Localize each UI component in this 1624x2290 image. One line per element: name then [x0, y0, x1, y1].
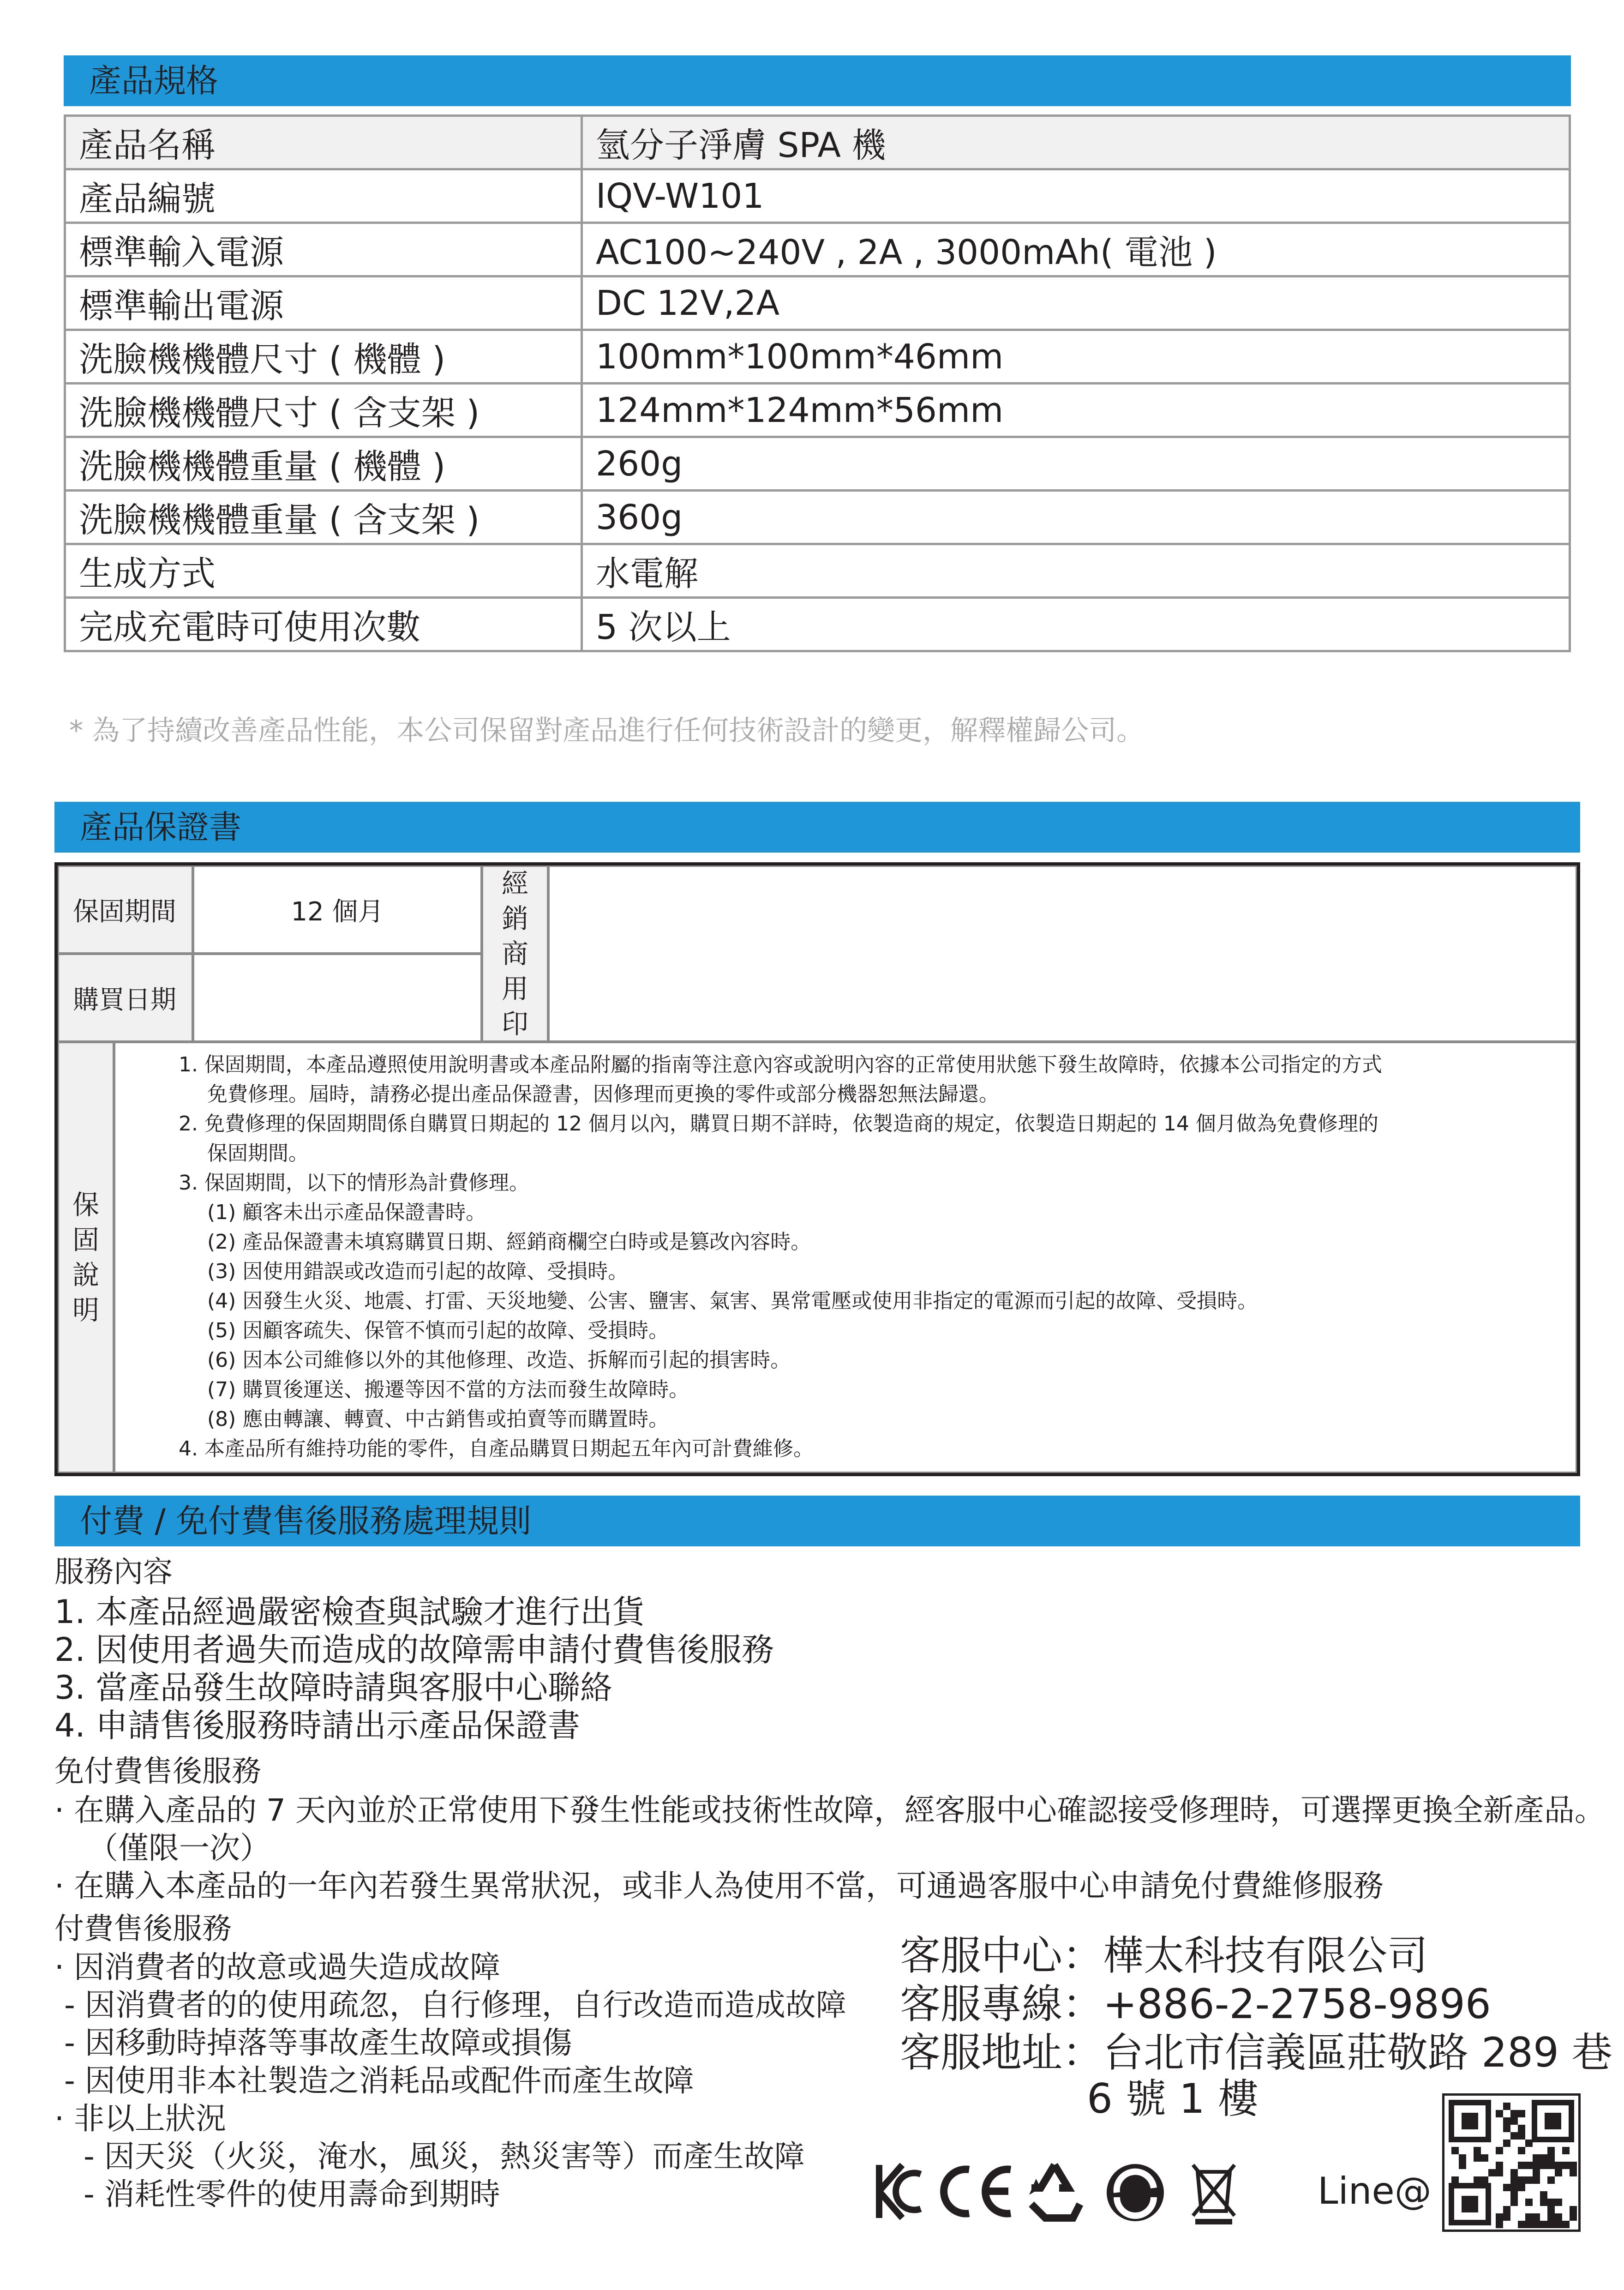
service-list-item: - 消耗性零件的使用壽命到期時	[54, 2176, 500, 2212]
spec-label: 洗臉機機體尺寸 ( 含支架 )	[65, 384, 582, 437]
weee-bin-icon	[1188, 2158, 1239, 2227]
spec-value: AC100~240V , 2A , 3000mAh( 電池 )	[582, 223, 1570, 276]
contact-center: 客服中心：樺太科技有限公司	[900, 1932, 1428, 1979]
warranty-section-title: 產品保證書	[54, 802, 1580, 853]
service-section-title: 付費 / 免付費售後服務處理規則	[54, 1496, 1580, 1546]
service-content-heading: 服務內容	[54, 1555, 173, 1589]
warranty-term: (7) 購買後運送、搬遷等因不當的方法而發生故障時。	[207, 1378, 689, 1401]
spec-label: 生成方式	[65, 544, 582, 598]
spec-row	[65, 598, 1570, 651]
service-list-item: · 因消費者的故意或過失造成故障	[54, 1949, 500, 1985]
warranty-term: 1. 保固期間，本產品遵照使用說明書或本產品附屬的指南等注意內容或說明內容的正常使用狀態下發生故障時，依據本公司指定的方式	[179, 1053, 1382, 1076]
dealer-stamp-area	[548, 866, 1577, 1042]
vertical-char: 明	[72, 1294, 99, 1326]
spec-row	[65, 544, 1570, 598]
dealer-stamp-label	[482, 866, 548, 1042]
warranty-period-value: 12 個月	[193, 866, 482, 954]
warranty-explanation-label	[58, 1042, 114, 1473]
service-list-item: - 因消費者的的使用疏忽，自行修理，自行改造而造成故障	[54, 1987, 846, 2023]
service-list-item: · 在購入產品的 7 天內並於正常使用下發生性能或技術性故障，經客服中心確認接受修理時，可選擇更換全新產品。	[54, 1792, 1605, 1828]
purchase-date-label: 購買日期	[58, 954, 193, 1042]
warranty-terms	[179, 1050, 1577, 1464]
service-list-item: 2. 因使用者過失而造成的故障需申請付費售後服務	[54, 1631, 774, 1669]
warranty-period-label: 保固期間	[58, 866, 193, 954]
service-list-item: · 非以上狀況	[54, 2101, 226, 2136]
spec-label: 洗臉機機體尺寸 ( 機體 )	[65, 330, 582, 384]
service-list-item: （僅限一次）	[88, 1830, 270, 1866]
spec-value: IQV-W101	[582, 169, 1570, 223]
warranty-term: 免費修理。屆時，請務必提出產品保證書，因修理而更換的零件或部分機器恕無法歸還。	[207, 1082, 999, 1106]
spec-row	[65, 437, 1570, 491]
ce-mark-icon	[937, 2160, 1015, 2223]
warranty-term: (2) 產品保證書未填寫購買日期、經銷商欄空白時或是篡改內容時。	[207, 1230, 811, 1254]
vertical-char: 印	[501, 1008, 528, 1040]
service-list-item: 4. 申請售後服務時請出示產品保證書	[54, 1707, 581, 1744]
warranty-term: (6) 因本公司維修以外的其他修理、改造、拆解而引起的損害時。	[207, 1348, 791, 1372]
spec-value: 260g	[582, 437, 1570, 491]
warranty-term: (3) 因使用錯誤或改造而引起的故障、受損時。	[207, 1260, 629, 1283]
green-dot-icon	[1103, 2160, 1168, 2225]
warranty-term: (4) 因發生火災、地震、打雷、天災地變、公害、鹽害、氣害、異常電壓或使用非指定的電源而引起的故障、受損時。	[207, 1289, 1258, 1313]
vertical-char: 保	[72, 1189, 99, 1220]
spec-value: DC 12V,2A	[582, 276, 1570, 330]
spec-row	[65, 223, 1570, 276]
spec-value: 5 次以上	[582, 598, 1570, 651]
contact-address: 客服地址：台北市信義區莊敬路 289 巷	[900, 2029, 1612, 2076]
spec-table	[64, 114, 1571, 652]
free-service-heading: 免付費售後服務	[54, 1755, 261, 1789]
vertical-char: 用	[501, 973, 528, 1004]
paid-service-heading: 付費售後服務	[54, 1912, 232, 1946]
warranty-term: (5) 因顧客疏失、保管不慎而引起的故障、受損時。	[207, 1319, 669, 1342]
kc-mark-icon	[875, 2160, 925, 2223]
contact-address-line2: 6 號 1 樓	[1087, 2075, 1258, 2122]
vertical-char: 固	[72, 1224, 99, 1256]
spec-value: 水電解	[582, 544, 1570, 598]
vertical-char: 銷	[501, 903, 528, 934]
service-list-item: 1. 本產品經過嚴密檢查與試驗才進行出貨	[54, 1593, 645, 1631]
spec-row	[65, 116, 1570, 169]
service-list-item: - 因天災（火災，淹水，風災，熱災害等）而產生故障	[54, 2139, 805, 2174]
warranty-term: 2. 免費修理的保固期間係自購買日期起的 12 個月以內，購買日期不詳時，依製造商的規定，依製造日期起的 14 個月做為免費修理的	[179, 1112, 1378, 1136]
service-list-item: 3. 當產品發生故障時請與客服中心聯絡	[54, 1669, 613, 1707]
spec-label: 標準輸出電源	[65, 276, 582, 330]
spec-value: 100mm*100mm*46mm	[582, 330, 1570, 384]
spec-label: 產品編號	[65, 169, 582, 223]
warranty-term: 3. 保固期間，以下的情形為計費修理。	[179, 1171, 529, 1195]
spec-value: 氫分子淨膚 SPA 機	[582, 116, 1570, 169]
warranty-term: 保固期間。	[207, 1142, 309, 1165]
spec-label: 洗臉機機體重量 ( 含支架 )	[65, 491, 582, 544]
spec-row	[65, 276, 1570, 330]
warranty-term: (1) 顧客未出示產品保證書時。	[207, 1201, 486, 1224]
recycle-icon	[1022, 2160, 1087, 2223]
warranty-term: (8) 應由轉讓、轉賣、中古銷售或拍賣等而購置時。	[207, 1407, 669, 1431]
service-list-item: · 在購入本產品的一年內若發生異常狀況，或非人為使用不當，可通過客服中心申請免付費維修服務	[54, 1868, 1384, 1904]
line-label: Line@	[1318, 2170, 1432, 2212]
spec-label: 產品名稱	[65, 116, 582, 169]
purchase-date-field	[193, 954, 482, 1042]
warranty-term: 4. 本產品所有維持功能的零件，自產品購買日期起五年內可計費維修。	[179, 1437, 814, 1461]
spec-row	[65, 169, 1570, 223]
spec-note: * 為了持續改善產品性能，本公司保留對產品進行任何技術設計的變更，解釋權歸公司。	[69, 715, 1145, 747]
spec-value: 360g	[582, 491, 1570, 544]
vertical-char: 經	[501, 868, 528, 899]
spec-label: 洗臉機機體重量 ( 機體 )	[65, 437, 582, 491]
spec-section-title: 產品規格	[64, 55, 1571, 106]
vertical-char: 商	[501, 938, 528, 969]
vertical-char: 說	[72, 1259, 99, 1291]
spec-row	[65, 330, 1570, 384]
service-list-item: - 因移動時掉落等事故產生故障或損傷	[54, 2025, 572, 2061]
spec-row	[65, 384, 1570, 437]
spec-value: 124mm*124mm*56mm	[582, 384, 1570, 437]
warranty-card	[54, 862, 1580, 1476]
spec-label: 標準輸入電源	[65, 223, 582, 276]
qr-code[interactable]	[1442, 2093, 1581, 2232]
spec-row	[65, 491, 1570, 544]
contact-phone: 客服專線：+886-2-2758-9896	[900, 1980, 1491, 2028]
spec-label: 完成充電時可使用次數	[65, 598, 582, 651]
service-list-item: - 因使用非本社製造之消耗品或配件而產生故障	[54, 2063, 694, 2098]
